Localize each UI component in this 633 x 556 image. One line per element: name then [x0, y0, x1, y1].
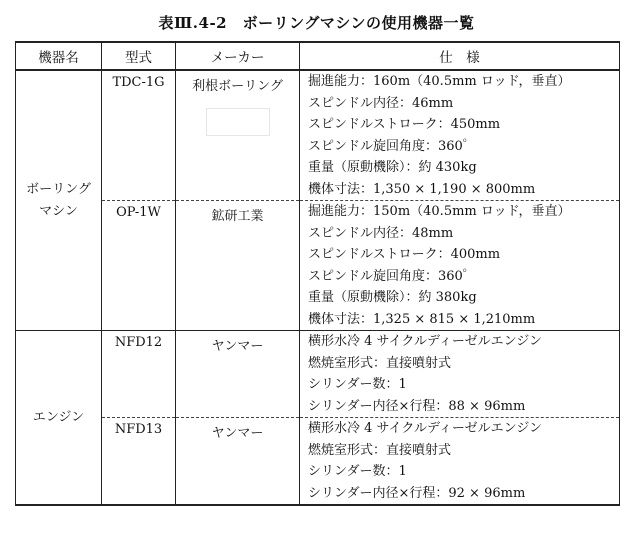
spec-line: スピンドル内径：46mm [308, 95, 454, 111]
spec-line: シリンダー内径×行程：88 × 96mm [308, 398, 526, 414]
header-model: 型式 [102, 42, 176, 70]
spec-line: 掘進能力：150m（40.5mm ロッド，垂直） [308, 204, 571, 219]
spec-line: 重量（原動機除）：約 430kg [308, 160, 477, 175]
maker-cell: ヤンマー [176, 418, 300, 506]
spec-line: スピンドル内径：48mm [308, 225, 454, 241]
category-label-line: ボーリング [26, 181, 91, 197]
category-cell-engine [16, 331, 102, 506]
table-row [16, 331, 620, 418]
category-cell-boring-machine [16, 70, 102, 331]
maker-cell [176, 70, 300, 201]
spec-cell [300, 70, 620, 201]
spec-line: スピンドル旋回角度：360゜ [308, 138, 476, 154]
header-category: 機器名 [16, 42, 102, 70]
redacted-area [206, 108, 270, 136]
equipment-table [15, 41, 620, 506]
model-cell: NFD13 [102, 418, 176, 506]
table-header-row [16, 42, 620, 70]
spec-line: 横形水冷 4 サイクルディーゼルエンジン [308, 421, 543, 436]
spec-line: 横形水冷 4 サイクルディーゼルエンジン [308, 334, 543, 349]
spec-line: シリンダー内径×行程：92 × 96mm [308, 485, 526, 501]
category-label-line: マシン [39, 203, 78, 219]
spec-cell [300, 201, 620, 331]
table-row [16, 70, 620, 201]
spec-cell [300, 418, 620, 506]
spec-line: シリンダー数：1 [308, 464, 407, 479]
model-cell: OP-1W [102, 201, 176, 331]
table-row [16, 201, 620, 331]
spec-line: スピンドル旋回角度：360゜ [308, 268, 476, 284]
model-cell: TDC-1G [102, 70, 176, 201]
spec-cell [300, 331, 620, 418]
header-spec: 仕 様 [300, 42, 620, 70]
maker-name: 利根ボーリング [192, 79, 283, 94]
header-maker: メーカー [176, 42, 300, 70]
spec-line: 機体寸法：1,350 × 1,190 × 800mm [308, 181, 536, 197]
table-row [16, 418, 620, 506]
table-caption: 表Ⅲ.4-2 ボーリングマシンの使用機器一覧 [158, 14, 475, 32]
spec-line: 燃焼室形式：直接噴射式 [308, 442, 452, 458]
category-label-line: エンジン [32, 409, 85, 425]
maker-cell: ヤンマー [176, 331, 300, 418]
model-cell: NFD12 [102, 331, 176, 418]
spec-line: 燃焼室形式：直接噴射式 [308, 355, 452, 371]
spec-line: 掘進能力：160m（40.5mm ロッド，垂直） [308, 74, 571, 89]
spec-line: 機体寸法：1,325 × 815 × 1,210mm [308, 311, 536, 327]
spec-line: スピンドルストローク：450mm [308, 117, 501, 132]
spec-line: スピンドルストローク：400mm [308, 247, 501, 262]
maker-cell: 鉱研工業 [176, 201, 300, 331]
spec-line: シリンダー数：1 [308, 377, 407, 392]
spec-line: 重量（原動機除）：約 380kg [308, 290, 477, 305]
